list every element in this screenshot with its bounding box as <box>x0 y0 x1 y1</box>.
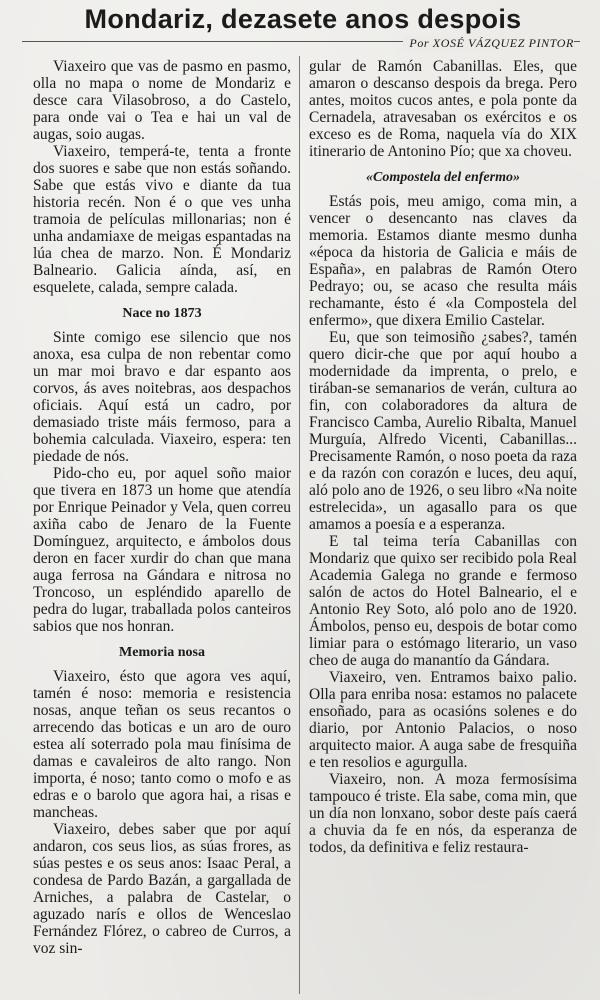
section-subheading: «Compostela del enfermo» <box>366 170 520 185</box>
article-paragraph: Pido-cho eu, por aquel soño maior que tivera en 1873 un home que atendía por Enrique Peinador y Vela, quen correu axiña cabo de Jenaro de la Fuente Domínguez, arquitecto, e ámbolos dous deron en facer xurdir do chan que mana auga ferrosa na Gándara e nitrosa no Troncoso, un espléndido aparello de pedra do lugar, traballada polos canteiros sabios que nos honran. <box>33 465 291 635</box>
section-subheading: Memoria nosa <box>119 645 205 660</box>
article-paragraph: Viaxeiro, ven. Entramos baixo palio. Olla para enriba nosa: estamos no palacete ensoñado, para as ocasións solenes e do diario, por Antonio Palacios, o noso arquitecto maior. A auga sabe de fresquiña e ten resolios e agurgulla. <box>309 669 577 771</box>
article-paragraph: Viaxeiro, debes saber que por aquí andaron, cos seus lios, as súas frores, as súas pestes e os seus anos: Isaac Peral, a condesa de Pardo Bazán, a gargallada de Arniches, a palabra de Castelar, o aguzado narís e ollos de Wenceslao Fernández Flórez, o cabreo de Curros, a voz sin- <box>33 821 291 957</box>
article-paragraph: Sinte comigo ese silencio que nos anoxa, esa culpa de non rebentar como un mar moi bravo e dar espanto aos corvos, ás aves noitebras, aos despachos oficiais. Aquí está un cadro, por demasiado triste máis fermoso, para a bohemia calculada. Viaxeiro, espera: ten piedade de nós. <box>33 329 291 465</box>
article-headline: Mondariz, dezasete anos despois <box>84 4 522 34</box>
column-divider <box>299 56 300 994</box>
right-column <box>309 58 577 856</box>
article-paragraph: E tal teima tería Cabanillas con Mondariz que quixo ser recibido pola Real Academia Galega no grande e fermoso salón de actos do Hotel Balneario, el e Antonio Rey Soto, aló polo ano de 1920. Ámbolos, penso eu, despois de botar como limiar para o estómago literario, un vaso cheo de auga do manantío da Gándara. <box>309 533 577 669</box>
article-byline: Por XOSÉ VÁZQUEZ PINTOR <box>403 36 574 51</box>
article-paragraph: Eu, que son teimosiño ¿sabes?, tamén quero dicir-che que por aquí houbo a modernidade da imprenta, o prelo, e tirában-se semanarios de verán, cultura ao fin, con colaboradores da altura de Francisco Camba, Aurelio Ribalta, Manuel Murguía, Alfredo Vicenti, Cabanillas... Precisamente Ramón, o noso poeta da raza e da razón con corazón e luces, deu aquí, aló polo ano de 1926, o seu libro «Na noite estrelecida», un agasallo para os que amamos a poesía e a esperanza. <box>309 329 577 533</box>
article-paragraph: Viaxeiro, temperá-te, tenta a fronte dos suores e sabe que non estás soñando. Sabe que estás vivo e diante da tua historia recén. Non é o que ves unha tramoia de películas millonarias; non é unha andamiaxe de meigas espantadas na lúa chea de marzo. Non. É Mondariz Balneario. Galicia aínda, así, en esquelete, calada, sempre calada. <box>33 143 291 296</box>
article-paragraph: Viaxeiro, non. A moza fermosísima tampouco é triste. Ela sabe, coma min, que un día non lonxano, sobor deste país caerá a chuvia da fe en nós, da esperanza de todos, da definitiva e feliz restaura- <box>309 771 577 856</box>
article-paragraph: Viaxeiro, ésto que agora ves aquí, tamén é noso: memoria e resistencia nosas, anque teñan os seus recantos o arrecendo das boticas e un aro de ouro estea alí soterrado pola mau finísima de damas e cavaleiros de alto rango. Non importa, é noso; tanto como o mofo e as edras e o barolo que agora hai, a risas e mancheas. <box>33 668 291 821</box>
article-paragraph: Estás pois, meu amigo, coma min, a vencer o desencanto nas claves da memoria. Estamos diante mesmo dunha «época da historia de Galicia e máis de España», en palabras de Ramón Otero Pedrayo; ou, se acaso che resulta máis rechamante, ésto é «la Compostela del enfermo», que dixera Emilio Castelar. <box>309 193 577 329</box>
article-paragraph: Viaxeiro que vas de pasmo en pasmo, olla no mapa o nome de Mondariz e desce cara Vilasobroso, a do Castelo, para onde vai o Tea e hai un val de augas, soio augas. <box>33 58 291 143</box>
section-subheading: Nace no 1873 <box>122 306 202 321</box>
article-paragraph: gular de Ramón Cabanillas. Eles, que amaron o descanso despois da brega. Pero antes, moitos cucos antes, e pola ponte da Cernadela, atravesaban os exércitos e os exceso es de Roma, naquela vía do XIX itinerario de Antonino Pío; que xa choveu. <box>309 58 577 160</box>
left-column <box>33 58 291 957</box>
